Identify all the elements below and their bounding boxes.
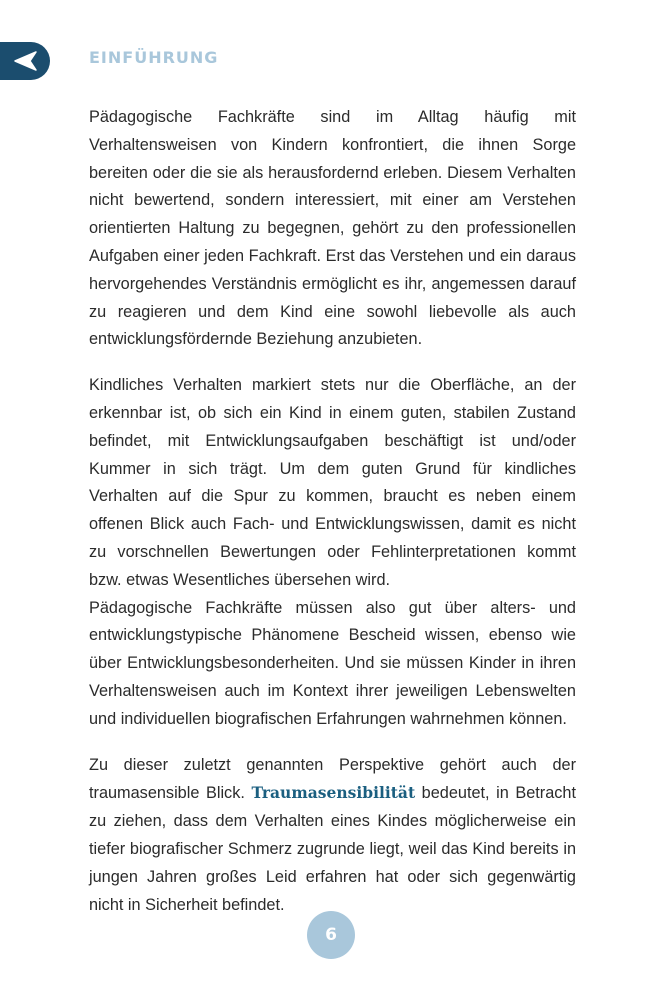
paragraph-3: Pädagogische Fachkräfte müssen also gut über alters- und entwicklungstypische Phänomene Bescheid wissen, ebenso wie über Entwicklungsbesonderheiten. Und sie müssen Kinder in ihren Verhaltensweisen auch im Kontext ihrer jeweiligen Lebenswelten und individuellen biografischen Erfahrungen wahrnehmen können. — [89, 598, 576, 728]
paragraph-1: Pädagogische Fachkräfte sind im Alltag häufig mit Verhaltensweisen von Kindern konfrontiert, die ihnen Sorge bereiten oder die sie als herausfordernd erleben. Diesem Verhalten nicht bewertend, sondern interessiert, mit einer am Verstehen orientierten Haltung zu begegnen, gehört zu den professionellen Aufgaben einer jeden Fachkraft. Erst das Verstehen und ein daraus hervorgehendes Verständnis ermöglicht es ihr, angemessen darauf zu reagieren und dem Kind eine sowohl liebevolle als auch entwicklungsfördernde Beziehung anzubieten. — [89, 108, 576, 349]
section-title: EINFÜHRUNG — [89, 48, 219, 67]
paragraph-4 — [89, 752, 576, 920]
paragraph-2: Kindliches Verhalten markiert stets nur die Oberfläche, an der erkennbar ist, ob sich ein Kind in einem guten, stabilen Zustand befindet, mit Entwicklungsaufgaben beschäftigt ist und/oder Kummer in sich trägt. Um dem guten Grund für kindliches Verhalten auf die Spur zu kommen, braucht es neben einem offenen Blick auch Fach- und Entwicklungswissen, damit es nicht zu vorschnellen Bewertungen oder Fehlinterpretationen kommt bzw. etwas Wesentliches übersehen wird. — [89, 376, 576, 589]
back-arrow-icon — [12, 49, 38, 73]
body-text — [89, 104, 576, 919]
paragraph-4-end: bedeutet, in Betracht zu ziehen, dass dem Verhalten eines Kindes möglicherweise ein tiefer biografischer Schmerz zugrunde liegt, weil das Kind bereits in jungen Jahren großes Leid erfahren hat oder sich gegenwärtig nicht in Sicherheit befindet. — [89, 784, 576, 914]
page-number-badge — [307, 911, 355, 959]
paragraph-4-start: Zu dieser zuletzt genannten Perspektive gehört auch der traumasensible Blick. — [89, 755, 576, 803]
glossary-term: Traumasensibilität — [251, 783, 416, 803]
page-number: 6 — [325, 925, 337, 945]
back-tab[interactable] — [0, 42, 50, 80]
